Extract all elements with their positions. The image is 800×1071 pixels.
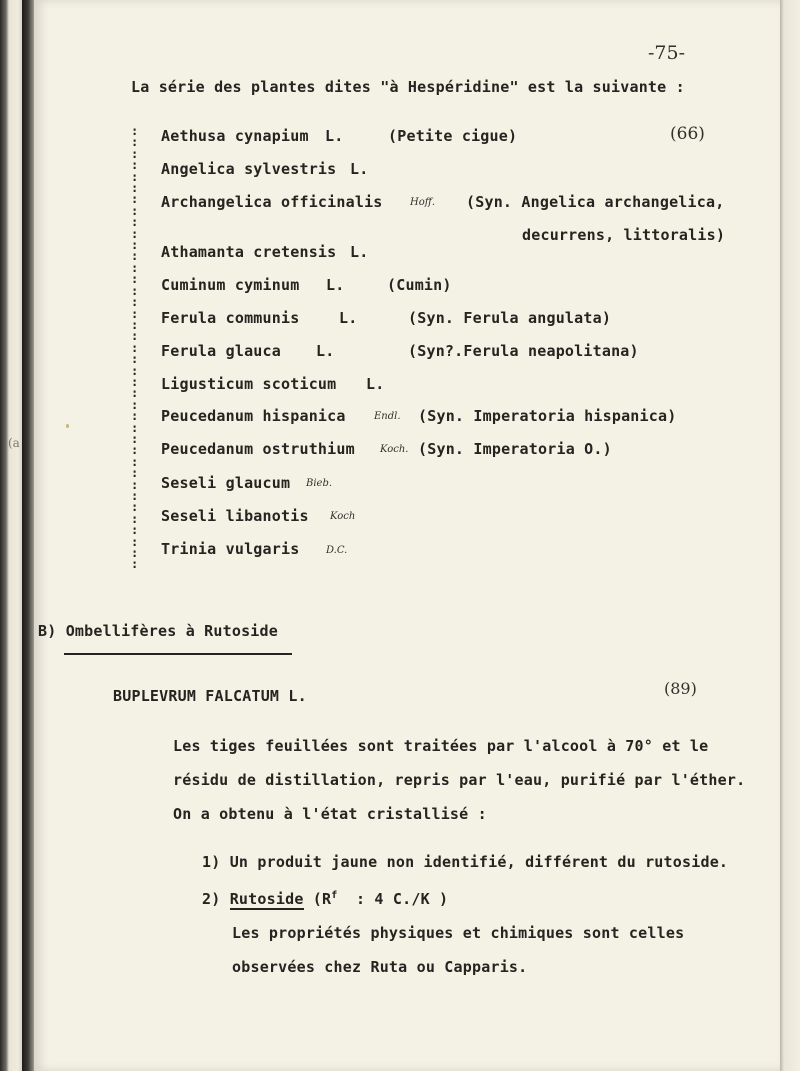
plant-name: Archangelica officinalis [161,193,383,211]
plant-author: L. [316,342,335,360]
plant-note: (Petite cigue) [388,127,518,145]
paragraph-line: On a obtenu à l'état cristallisé : [173,805,487,823]
plant-author: Koch [330,511,356,522]
margin-mark: (a [8,436,20,450]
plant-author: L. [350,160,369,178]
intro-line: La série des plantes dites "à Hespéridine" est la suivante : [131,78,685,96]
result-item-2-line: observées chez Ruta ou Capparis. [232,958,528,976]
right-page-edge [780,0,800,1071]
margin-dots: : : : : : : : : : : : : : : : : : : : : : : : : : : : : : : : : : : : : : : : [131,124,139,572]
result-item-2 [202,890,448,908]
plant-name: Peucedanum hispanica [161,407,346,425]
plant-name: Trinia vulgaris [161,540,300,558]
plant-author: Bieb. [306,478,333,489]
plant-name: Ferula glauca [161,342,281,360]
left-page-edge [0,0,22,1071]
plant-author: L. [339,309,358,327]
paper-speck [66,424,69,428]
section-heading: B) Ombellifères à Rutoside [38,622,278,640]
plant-name: Angelica sylvestris [161,160,337,178]
plant-name: Seseli libanotis [161,507,309,525]
result-item-1: 1) Un produit jaune non identifié, différent du rutoside. [202,853,729,871]
species-reference: (89) [664,679,697,698]
plant-note-continued: decurrens, littoralis) [522,226,726,244]
plant-name: Athamanta cretensis [161,243,337,261]
plant-note: (Cumin) [387,276,452,294]
plant-author: Endl. [374,411,401,422]
plant-author: L. [325,127,344,145]
item-rf-superscript: f [331,890,338,901]
plant-author: L. [350,243,369,261]
plant-author: Koch. [380,444,409,455]
plant-name: Ferula communis [161,309,300,327]
plant-author: Hoff. [410,197,436,208]
paragraph-line: Les tiges feuillées sont traitées par l'alcool à 70° et le [173,737,709,755]
plant-note: (Syn. Angelica archangelica, [466,193,725,211]
result-item-2-line: Les propriétés physiques et chimiques sont celles [232,924,685,942]
plant-name: Cuminum cyminum [161,276,300,294]
plant-name: Ligusticum scoticum [161,375,337,393]
rutoside-word: Rutoside [229,890,304,908]
item-rf-value: : 4 C./K ) [337,890,449,908]
item-rf-label: (R [303,890,332,908]
plant-note: (Syn?.Ferula neapolitana) [408,342,639,360]
page-number: -75- [648,42,686,64]
plant-name: Aethusa cynapium [161,127,309,145]
section-rule [64,653,292,655]
species-heading: BUPLEVRUM FALCATUM L. [113,687,307,705]
plant-reference: (66) [670,124,705,144]
plant-author: L. [366,375,385,393]
paragraph-line: résidu de distillation, repris par l'eau, purifié par l'éther. [173,771,746,789]
plant-author: L. [326,276,345,294]
plant-name: Seseli glaucum [161,474,291,492]
document-page [34,0,780,1071]
plant-note: (Syn. Imperatoria O.) [418,440,612,458]
plant-note: (Syn. Imperatoria hispanica) [418,407,677,425]
item-number: 2) [202,890,230,908]
plant-author: D.C. [326,545,348,556]
plant-note: (Syn. Ferula angulata) [408,309,612,327]
plant-name: Peucedanum ostruthium [161,440,355,458]
